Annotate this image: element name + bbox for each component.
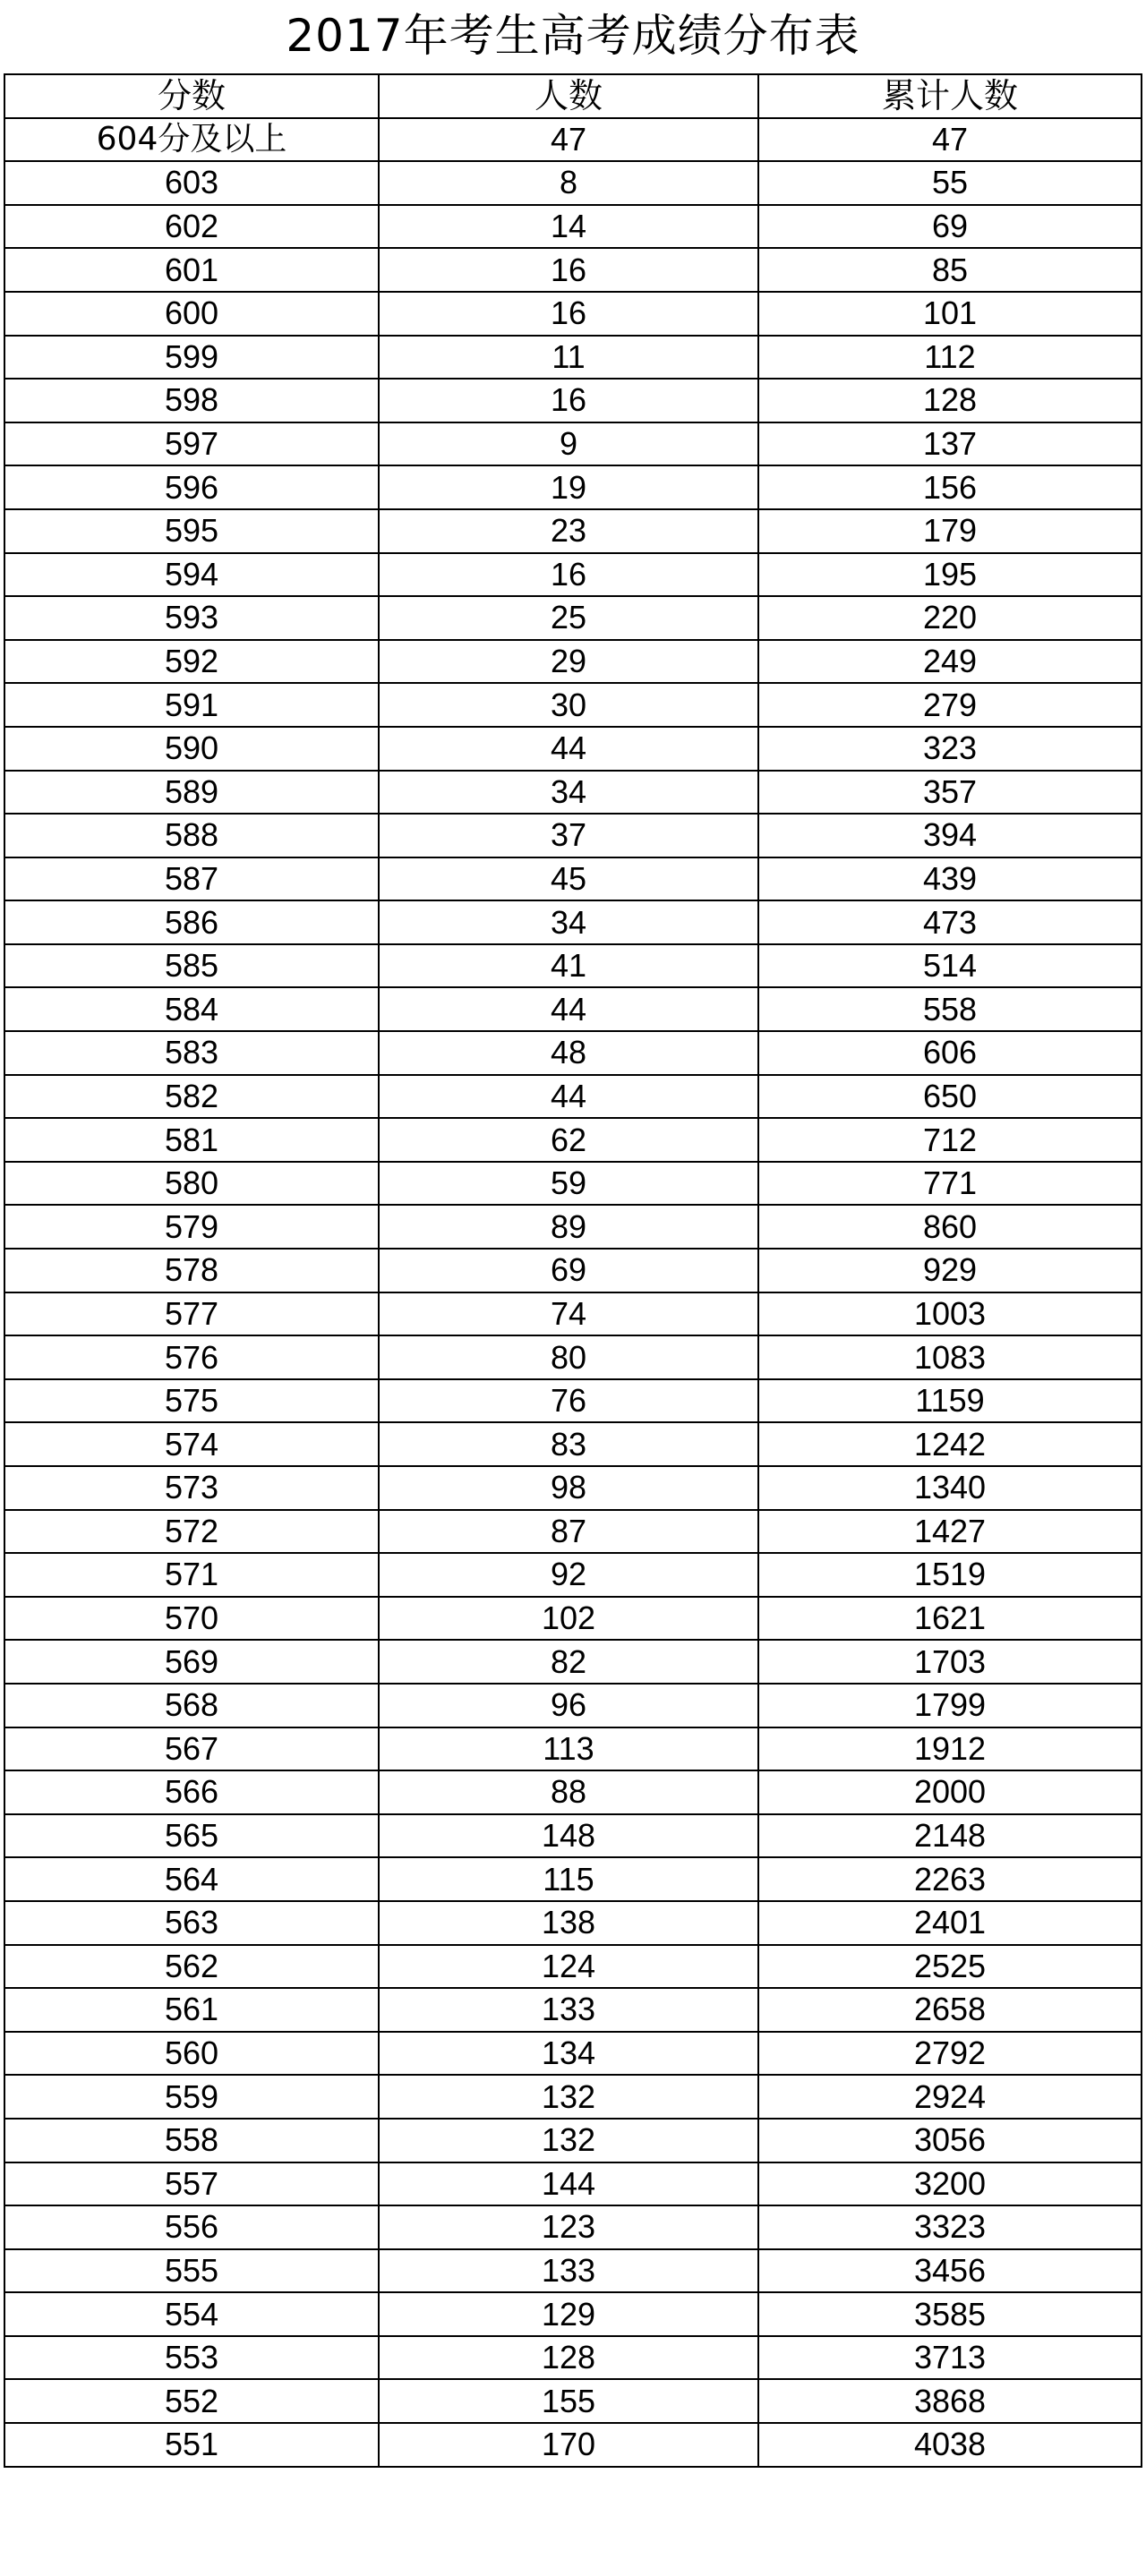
cumulative-cell: 606	[758, 1031, 1142, 1075]
cumulative-cell: 558	[758, 987, 1142, 1031]
count-cell: 19	[379, 465, 758, 509]
cumulative-cell: 4038	[758, 2423, 1142, 2467]
score-cell: 603	[4, 161, 379, 205]
table-row	[4, 118, 1142, 162]
score-cell: 583	[4, 1031, 379, 1075]
score-cell: 584	[4, 987, 379, 1031]
cumulative-cell: 1799	[758, 1684, 1142, 1727]
table-row	[4, 1205, 1142, 1249]
cumulative-cell: 112	[758, 336, 1142, 380]
cumulative-cell: 2658	[758, 1988, 1142, 2032]
cumulative-cell: 179	[758, 509, 1142, 553]
score-cell: 556	[4, 2205, 379, 2249]
count-cell: 16	[379, 248, 758, 292]
table-row	[4, 2162, 1142, 2206]
table-row	[4, 161, 1142, 205]
score-cell: 555	[4, 2249, 379, 2293]
score-cell: 551	[4, 2423, 379, 2467]
score-cell: 572	[4, 1510, 379, 1554]
score-cell: 578	[4, 1249, 379, 1292]
table-row	[4, 1814, 1142, 1858]
cumulative-cell: 156	[758, 465, 1142, 509]
cumulative-cell: 101	[758, 292, 1142, 336]
cumulative-cell: 1519	[758, 1553, 1142, 1597]
count-cell: 134	[379, 2032, 758, 2076]
count-cell: 133	[379, 2249, 758, 2293]
count-cell: 69	[379, 1249, 758, 1292]
score-cell: 585	[4, 944, 379, 988]
cumulative-cell: 1340	[758, 1466, 1142, 1510]
cumulative-cell: 1427	[758, 1510, 1142, 1554]
count-cell: 47	[379, 118, 758, 162]
table-row	[4, 727, 1142, 771]
table-row	[4, 1727, 1142, 1771]
score-cell: 552	[4, 2379, 379, 2423]
count-cell: 16	[379, 379, 758, 422]
cumulative-cell: 195	[758, 553, 1142, 597]
cumulative-cell: 137	[758, 422, 1142, 466]
cumulative-cell: 712	[758, 1118, 1142, 1162]
count-cell: 170	[379, 2423, 758, 2467]
table-row	[4, 1553, 1142, 1597]
cumulative-cell: 514	[758, 944, 1142, 988]
cumulative-cell: 3585	[758, 2292, 1142, 2336]
score-cell: 562	[4, 1945, 379, 1989]
cumulative-cell: 439	[758, 857, 1142, 901]
cumulative-cell: 3713	[758, 2336, 1142, 2380]
cumulative-cell: 323	[758, 727, 1142, 771]
table-row	[4, 683, 1142, 727]
page-title: 2017年考生高考成绩分布表	[286, 10, 860, 62]
table-row	[4, 1118, 1142, 1162]
table-row	[4, 1901, 1142, 1945]
score-cell: 571	[4, 1553, 379, 1597]
count-cell: 25	[379, 596, 758, 640]
column-header-cumulative: 累计人数	[758, 74, 1142, 118]
score-cell: 588	[4, 814, 379, 857]
table-body	[4, 118, 1142, 2467]
count-cell: 30	[379, 683, 758, 727]
table-row	[4, 2292, 1142, 2336]
table-row	[4, 509, 1142, 553]
count-cell: 11	[379, 336, 758, 380]
score-cell: 593	[4, 596, 379, 640]
table-row	[4, 379, 1142, 422]
count-cell: 8	[379, 161, 758, 205]
count-cell: 89	[379, 1205, 758, 1249]
score-cell: 568	[4, 1684, 379, 1727]
score-cell: 586	[4, 900, 379, 944]
cumulative-cell: 3056	[758, 2119, 1142, 2162]
score-cell: 591	[4, 683, 379, 727]
count-cell: 44	[379, 727, 758, 771]
table-row	[4, 1510, 1142, 1554]
score-cell: 579	[4, 1205, 379, 1249]
table-row	[4, 1031, 1142, 1075]
score-cell: 563	[4, 1901, 379, 1945]
cumulative-cell: 1242	[758, 1422, 1142, 1466]
table-row	[4, 1770, 1142, 1814]
table-row	[4, 2336, 1142, 2380]
count-cell: 82	[379, 1640, 758, 1684]
score-cell: 598	[4, 379, 379, 422]
count-cell: 138	[379, 1901, 758, 1945]
count-cell: 37	[379, 814, 758, 857]
table-row	[4, 2119, 1142, 2162]
table-row	[4, 1422, 1142, 1466]
count-cell: 144	[379, 2162, 758, 2206]
cumulative-cell: 2148	[758, 1814, 1142, 1858]
score-cell: 595	[4, 509, 379, 553]
column-header-score: 分数	[4, 74, 379, 118]
score-cell: 599	[4, 336, 379, 380]
score-cell: 581	[4, 1118, 379, 1162]
score-cell: 567	[4, 1727, 379, 1771]
table-row	[4, 771, 1142, 815]
count-cell: 34	[379, 771, 758, 815]
cumulative-cell: 357	[758, 771, 1142, 815]
cumulative-cell: 929	[758, 1249, 1142, 1292]
table-row	[4, 944, 1142, 988]
cumulative-cell: 1621	[758, 1597, 1142, 1641]
cumulative-cell: 3868	[758, 2379, 1142, 2423]
cumulative-cell: 220	[758, 596, 1142, 640]
score-cell: 559	[4, 2075, 379, 2119]
count-cell: 132	[379, 2075, 758, 2119]
cumulative-cell: 2924	[758, 2075, 1142, 2119]
table-row	[4, 205, 1142, 249]
score-cell: 557	[4, 2162, 379, 2206]
score-cell: 570	[4, 1597, 379, 1641]
table-row	[4, 553, 1142, 597]
table-row	[4, 1684, 1142, 1727]
score-cell: 577	[4, 1292, 379, 1336]
cumulative-cell: 3323	[758, 2205, 1142, 2249]
count-cell: 9	[379, 422, 758, 466]
count-cell: 87	[379, 1510, 758, 1554]
count-cell: 88	[379, 1770, 758, 1814]
score-cell: 587	[4, 857, 379, 901]
count-cell: 129	[379, 2292, 758, 2336]
table-row	[4, 1162, 1142, 1206]
table-row	[4, 1075, 1142, 1119]
score-cell: 597	[4, 422, 379, 466]
count-cell: 59	[379, 1162, 758, 1206]
score-cell: 589	[4, 771, 379, 815]
table-row	[4, 857, 1142, 901]
score-cell: 558	[4, 2119, 379, 2162]
score-cell: 576	[4, 1335, 379, 1379]
count-cell: 62	[379, 1118, 758, 1162]
count-cell: 16	[379, 292, 758, 336]
score-cell: 554	[4, 2292, 379, 2336]
cumulative-cell: 1159	[758, 1379, 1142, 1423]
table-row	[4, 292, 1142, 336]
count-cell: 155	[379, 2379, 758, 2423]
table-row	[4, 1249, 1142, 1292]
count-cell: 133	[379, 1988, 758, 2032]
score-cell: 564	[4, 1857, 379, 1901]
count-cell: 44	[379, 987, 758, 1031]
score-cell: 561	[4, 1988, 379, 2032]
cumulative-cell: 2792	[758, 2032, 1142, 2076]
table-row	[4, 2423, 1142, 2467]
count-cell: 23	[379, 509, 758, 553]
cumulative-cell: 860	[758, 1205, 1142, 1249]
table-row	[4, 465, 1142, 509]
score-cell: 580	[4, 1162, 379, 1206]
count-cell: 113	[379, 1727, 758, 1771]
score-cell: 569	[4, 1640, 379, 1684]
table-row	[4, 2075, 1142, 2119]
count-cell: 74	[379, 1292, 758, 1336]
cumulative-cell: 3200	[758, 2162, 1142, 2206]
cumulative-cell: 1703	[758, 1640, 1142, 1684]
table-row	[4, 1988, 1142, 2032]
count-cell: 92	[379, 1553, 758, 1597]
table-row	[4, 1292, 1142, 1336]
cumulative-cell: 2525	[758, 1945, 1142, 1989]
count-cell: 41	[379, 944, 758, 988]
cumulative-cell: 650	[758, 1075, 1142, 1119]
count-cell: 83	[379, 1422, 758, 1466]
cumulative-cell: 55	[758, 161, 1142, 205]
table-row	[4, 2032, 1142, 2076]
score-cell: 582	[4, 1075, 379, 1119]
score-cell: 574	[4, 1422, 379, 1466]
count-cell: 96	[379, 1684, 758, 1727]
score-distribution-table	[4, 73, 1142, 2468]
count-cell: 44	[379, 1075, 758, 1119]
score-cell: 565	[4, 1814, 379, 1858]
cumulative-cell: 473	[758, 900, 1142, 944]
count-cell: 80	[379, 1335, 758, 1379]
score-cell: 575	[4, 1379, 379, 1423]
cumulative-cell: 771	[758, 1162, 1142, 1206]
score-cell: 553	[4, 2336, 379, 2380]
table-header-row	[4, 74, 1142, 118]
score-cell: 596	[4, 465, 379, 509]
count-cell: 102	[379, 1597, 758, 1641]
cumulative-cell: 279	[758, 683, 1142, 727]
table-row	[4, 640, 1142, 684]
cumulative-cell: 69	[758, 205, 1142, 249]
score-cell: 602	[4, 205, 379, 249]
table-row	[4, 1640, 1142, 1684]
count-cell: 123	[379, 2205, 758, 2249]
count-cell: 124	[379, 1945, 758, 1989]
count-cell: 34	[379, 900, 758, 944]
table-row	[4, 987, 1142, 1031]
score-cell: 592	[4, 640, 379, 684]
cumulative-cell: 249	[758, 640, 1142, 684]
table-row	[4, 596, 1142, 640]
table-row	[4, 900, 1142, 944]
score-cell: 604分及以上	[4, 118, 379, 162]
cumulative-cell: 47	[758, 118, 1142, 162]
table-row	[4, 2379, 1142, 2423]
cumulative-cell: 2263	[758, 1857, 1142, 1901]
count-cell: 16	[379, 553, 758, 597]
cumulative-cell: 2000	[758, 1770, 1142, 1814]
count-cell: 132	[379, 2119, 758, 2162]
score-cell: 594	[4, 553, 379, 597]
table-row	[4, 1466, 1142, 1510]
score-cell: 600	[4, 292, 379, 336]
table-row	[4, 248, 1142, 292]
table-row	[4, 1857, 1142, 1901]
count-cell: 148	[379, 1814, 758, 1858]
score-cell: 560	[4, 2032, 379, 2076]
count-cell: 48	[379, 1031, 758, 1075]
table-row	[4, 814, 1142, 857]
cumulative-cell: 3456	[758, 2249, 1142, 2293]
cumulative-cell: 394	[758, 814, 1142, 857]
score-cell: 566	[4, 1770, 379, 1814]
score-cell: 590	[4, 727, 379, 771]
table-row	[4, 1335, 1142, 1379]
cumulative-cell: 2401	[758, 1901, 1142, 1945]
count-cell: 76	[379, 1379, 758, 1423]
table-row	[4, 2249, 1142, 2293]
cumulative-cell: 1912	[758, 1727, 1142, 1771]
table-row	[4, 1379, 1142, 1423]
count-cell: 98	[379, 1466, 758, 1510]
cumulative-cell: 1083	[758, 1335, 1142, 1379]
count-cell: 115	[379, 1857, 758, 1901]
score-cell: 573	[4, 1466, 379, 1510]
cumulative-cell: 85	[758, 248, 1142, 292]
score-cell: 601	[4, 248, 379, 292]
count-cell: 128	[379, 2336, 758, 2380]
count-cell: 29	[379, 640, 758, 684]
table-row	[4, 1945, 1142, 1989]
cumulative-cell: 1003	[758, 1292, 1142, 1336]
table-row	[4, 336, 1142, 380]
column-header-count: 人数	[379, 74, 758, 118]
table-row	[4, 2205, 1142, 2249]
cumulative-cell: 128	[758, 379, 1142, 422]
table-row	[4, 422, 1142, 466]
table-row	[4, 1597, 1142, 1641]
count-cell: 45	[379, 857, 758, 901]
count-cell: 14	[379, 205, 758, 249]
